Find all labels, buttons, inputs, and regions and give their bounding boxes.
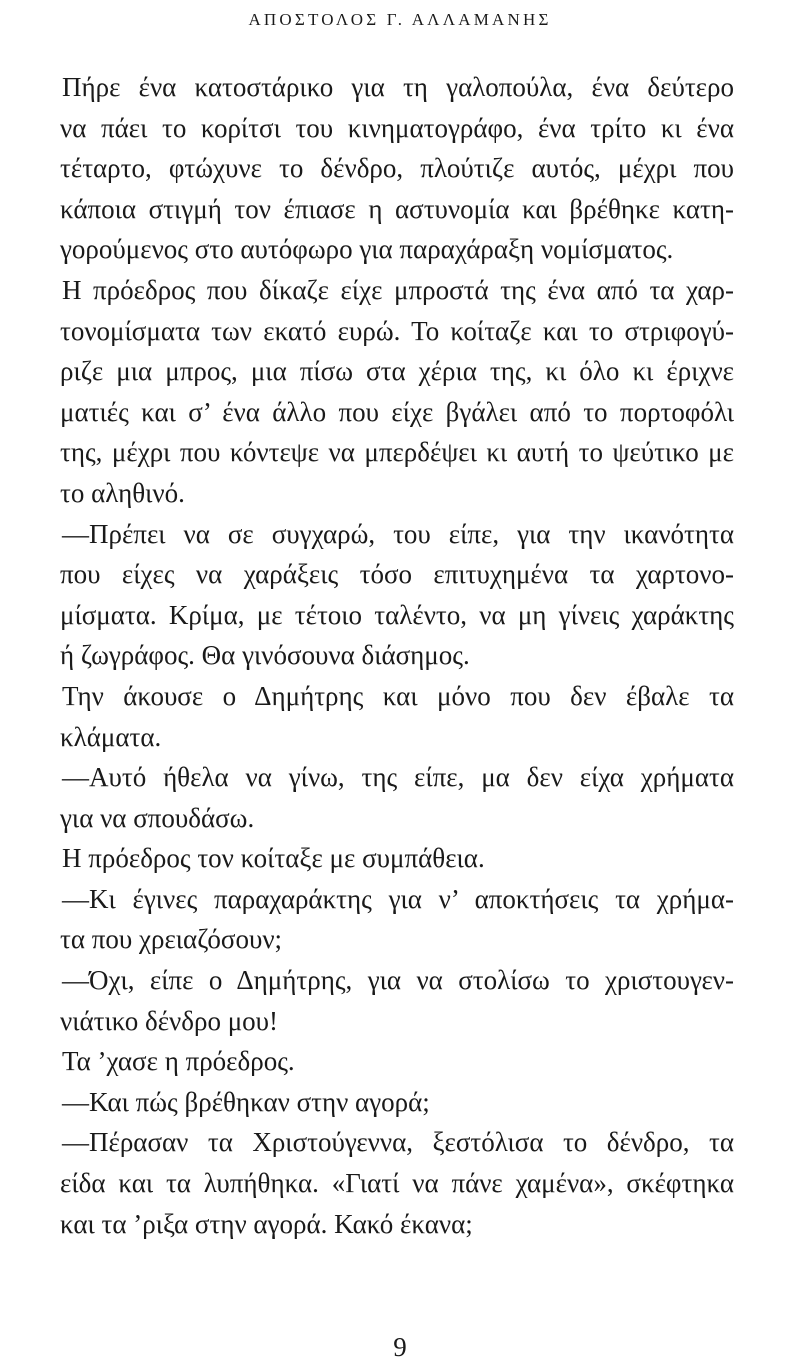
text-line: κάποια στιγμή τον έπιασε η αστυνομία και βρέθηκε κατη- [60,193,734,224]
text-line: Την άκουσε ο Δημήτρης και μόνο που δεν έβαλε τα [62,680,734,711]
text-line: κλάματα. [60,721,162,752]
paragraph [60,1082,734,1123]
text-line: Η πρόεδρος τον κοίταξε με συμπάθεια. [62,843,485,874]
text-line: είδα και τα λυπήθηκα. «Γιατί να πάνε χαμένα», σκέφτηκα [60,1168,734,1199]
text-line: Τα ’χασε η πρόεδρος. [62,1046,295,1077]
paragraph [60,514,734,676]
text-line: —Κι έγινες παραχαράκτης για ν’ αποκτήσεις τα χρήμα- [62,883,734,914]
paragraph [60,270,734,514]
text-line: και τα ’ριξα στην αγορά. Κακό έκανα; [60,1208,473,1239]
text-line: —Όχι, είπε ο Δημήτρης, για να στολίσω το χριστουγεν- [62,965,734,996]
running-head: ΑΠΟΣΤΟΛΟΣ Γ. ΑΛΛΑΜΑΝΗΣ [248,10,552,29]
text-line: μίσματα. Κρίμα, με τέτοιο ταλέντο, να μη γίνεις χαράκτης [60,599,734,630]
text-line: που είχες να χαράξεις τόσο επιτυχημένα τα χαρτονο- [60,559,734,590]
text-line: —Και πώς βρέθηκαν στην αγορά; [62,1086,430,1117]
text-line: νιάτικο δένδρο μου! [60,1005,279,1036]
text-line: —Αυτό ήθελα να γίνω, της είπε, μα δεν είχα χρήματα [62,762,734,793]
page-number: 9 [393,1332,407,1362]
text-line: ριζε μια μπρος, μια πίσω στα χέρια της, κι όλο κι έριχνε [60,356,734,387]
text-line: τονομίσματα των εκατό ευρώ. Το κοίταζε και το στριφογύ- [60,315,734,346]
text-line: να πάει το κορίτσι του κινηματογράφο, ένα τρίτο κι ένα [60,112,734,143]
text-line: το αληθινό. [60,477,185,508]
text-line: της, μέχρι που κόντεψε να μπερδέψει κι αυτή το ψεύτικο με [60,437,734,468]
paragraph [60,676,734,757]
text-line: —Πρέπει να σε συγχαρώ, του είπε, για την ικανότητα [62,518,734,549]
paragraph [60,879,734,960]
text-line: Πήρε ένα κατοστάρικο για τη γαλοπούλα, ένα δεύτερο [62,72,734,102]
paragraph [60,838,734,879]
text-line: για να σπουδάσω. [60,802,255,833]
text-line: ή ζωγράφος. Θα γινόσουνα διάσημος. [60,640,470,671]
body-text [60,67,734,1244]
paragraph [60,1122,734,1244]
text-line: γορούμενος στο αυτόφωρο για παραχάραξη νομίσματος. [60,234,674,265]
paragraph [60,960,734,1041]
text-line: ματιές και σ’ ένα άλλο που είχε βγάλει από το πορτοφόλι [60,396,734,427]
text-line: τέταρτο, φτώχυνε το δένδρο, πλούτιζε αυτός, μέχρι που [60,153,734,184]
paragraph [60,1041,734,1082]
text-line: Η πρόεδρος που δίκαζε είχε μπροστά της ένα από τα χαρ- [62,274,734,305]
paragraph [60,757,734,838]
paragraph [60,67,734,270]
text-line: τα που χρειαζόσουν; [60,924,283,955]
text-line: —Πέρασαν τα Χριστούγεννα, ξεστόλισα το δένδρο, τα [62,1127,734,1158]
